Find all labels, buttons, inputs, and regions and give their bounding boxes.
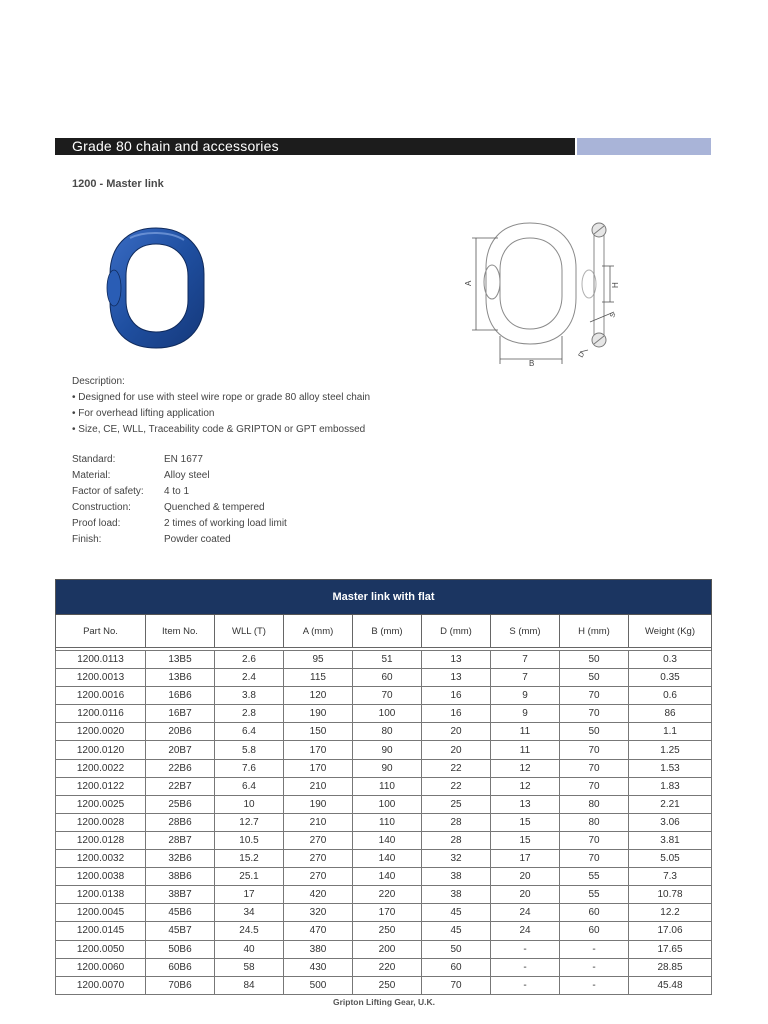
table-cell: 1200.0138	[56, 886, 146, 904]
spec-row-material	[72, 468, 287, 484]
table-cell: 1200.0016	[56, 687, 146, 705]
table-cell: 45B7	[146, 922, 215, 940]
table-cell: 28B6	[146, 813, 215, 831]
table-cell: 60	[560, 922, 629, 940]
table-cell: 20B6	[146, 723, 215, 741]
table-row	[56, 741, 712, 759]
table-cell: 10.78	[629, 886, 712, 904]
table-row	[56, 886, 712, 904]
table-row	[56, 868, 712, 886]
product-title: 1200 - Master link	[72, 178, 164, 190]
table-cell: 80	[560, 795, 629, 813]
table-row	[56, 922, 712, 940]
table-cell: 20	[422, 741, 491, 759]
table-row	[56, 705, 712, 723]
spec-label: Factor of safety:	[72, 486, 144, 497]
table-cell: 95	[284, 651, 353, 669]
table-body	[56, 651, 712, 995]
table-cell: 70B6	[146, 976, 215, 994]
table-cell: 9	[491, 687, 560, 705]
table-cell: 0.6	[629, 687, 712, 705]
table-cell: 32B6	[146, 850, 215, 868]
table-cell: 1200.0113	[56, 651, 146, 669]
master-link-photo	[100, 222, 212, 354]
spec-label: Finish:	[72, 534, 102, 545]
table-cell: 1.1	[629, 723, 712, 741]
table-cell: 70	[560, 741, 629, 759]
table-cell: 25.1	[215, 868, 284, 886]
table-cell: 28B7	[146, 831, 215, 849]
section-title: Grade 80 chain and accessories	[72, 138, 279, 154]
dim-a-label: A	[464, 280, 473, 286]
table-row	[56, 976, 712, 994]
table-cell: 1200.0022	[56, 759, 146, 777]
table-cell: 28	[422, 831, 491, 849]
column-header: A (mm)	[284, 615, 353, 648]
spec-label: Standard:	[72, 454, 116, 465]
table-cell: 210	[284, 813, 353, 831]
table-cell: 22	[422, 759, 491, 777]
description-heading: Description:	[72, 376, 125, 387]
table-row	[56, 759, 712, 777]
table-cell: 50	[560, 651, 629, 669]
table-cell: 3.81	[629, 831, 712, 849]
table-cell: 13	[422, 651, 491, 669]
spec-value: Quenched & tempered	[164, 502, 265, 513]
table-row	[56, 958, 712, 976]
table-cell: 420	[284, 886, 353, 904]
table-cell: 32	[422, 850, 491, 868]
spec-row-standard	[72, 452, 287, 468]
table-cell: -	[560, 940, 629, 958]
table-cell: 1200.0028	[56, 813, 146, 831]
table-cell: 1200.0050	[56, 940, 146, 958]
table-cell: 60	[353, 669, 422, 687]
table-cell: 16B7	[146, 705, 215, 723]
dim-h-label: H	[611, 282, 620, 288]
column-header: H (mm)	[560, 615, 629, 648]
table-cell: 17.06	[629, 922, 712, 940]
table-title: Master link with flat	[56, 580, 712, 615]
table-cell: 20	[491, 868, 560, 886]
table-cell: 16	[422, 687, 491, 705]
table-cell: 1.25	[629, 741, 712, 759]
table-cell: 9	[491, 705, 560, 723]
table-cell: 250	[353, 976, 422, 994]
table-cell: 0.3	[629, 651, 712, 669]
table-cell: 70	[353, 687, 422, 705]
table-cell: 140	[353, 868, 422, 886]
table-cell: 70	[560, 705, 629, 723]
dim-s-label: S	[609, 311, 618, 319]
table-cell: 210	[284, 777, 353, 795]
table-cell: 12	[491, 759, 560, 777]
table-cell: 13B5	[146, 651, 215, 669]
spec-label: Material:	[72, 470, 111, 481]
table-cell: 150	[284, 723, 353, 741]
table-row	[56, 669, 712, 687]
table-cell: 2.4	[215, 669, 284, 687]
table-cell: 2.6	[215, 651, 284, 669]
description-block	[72, 374, 370, 438]
table-header-row	[56, 615, 712, 648]
table-cell: 10.5	[215, 831, 284, 849]
table-cell: 270	[284, 850, 353, 868]
table-cell: 170	[284, 759, 353, 777]
table-cell: 20	[491, 886, 560, 904]
table-cell: 40	[215, 940, 284, 958]
table-cell: 50	[422, 940, 491, 958]
table-cell: 45	[422, 922, 491, 940]
spec-row-factor-of-safety	[72, 484, 287, 500]
table-cell: 38B6	[146, 868, 215, 886]
table-cell: 22B7	[146, 777, 215, 795]
spec-label: Proof load:	[72, 518, 121, 529]
description-bullet: • For overhead lifting application	[72, 408, 215, 419]
table-cell: 25B6	[146, 795, 215, 813]
table-cell: 16B6	[146, 687, 215, 705]
table-cell: 22B6	[146, 759, 215, 777]
table-cell: 3.06	[629, 813, 712, 831]
table-cell: 16	[422, 705, 491, 723]
table-cell: 1200.0122	[56, 777, 146, 795]
table-cell: 24	[491, 922, 560, 940]
table-cell: 1200.0128	[56, 831, 146, 849]
table-cell: 38B7	[146, 886, 215, 904]
dim-d-label: D	[577, 351, 587, 359]
table-row	[56, 813, 712, 831]
table-cell: 1200.0120	[56, 741, 146, 759]
table-cell: 17	[491, 850, 560, 868]
table-cell: 70	[560, 850, 629, 868]
table-cell: 220	[353, 958, 422, 976]
table-cell: 84	[215, 976, 284, 994]
table-cell: 90	[353, 759, 422, 777]
table-cell: 50B6	[146, 940, 215, 958]
table-cell: 17	[215, 886, 284, 904]
spec-label: Construction:	[72, 502, 131, 513]
spec-value: Powder coated	[164, 534, 231, 545]
table-row	[56, 940, 712, 958]
column-header: S (mm)	[491, 615, 560, 648]
table-cell: 13	[422, 669, 491, 687]
table-cell: -	[491, 976, 560, 994]
table-cell: 1.83	[629, 777, 712, 795]
dim-b-label: B	[529, 359, 535, 368]
table-cell: 190	[284, 705, 353, 723]
table-cell: -	[491, 940, 560, 958]
table-cell: 13	[491, 795, 560, 813]
footer-text: Gripton Lifting Gear, U.K.	[333, 997, 435, 1007]
table-cell: 100	[353, 705, 422, 723]
table-cell: 45	[422, 904, 491, 922]
table-cell: 12.7	[215, 813, 284, 831]
table-row	[56, 850, 712, 868]
table-cell: 1200.0032	[56, 850, 146, 868]
table-cell: 58	[215, 958, 284, 976]
master-link-table	[55, 579, 712, 995]
table-cell: 200	[353, 940, 422, 958]
table-cell: 170	[284, 741, 353, 759]
table-cell: 270	[284, 831, 353, 849]
table-cell: 11	[491, 741, 560, 759]
table-cell: 115	[284, 669, 353, 687]
table-cell: 34	[215, 904, 284, 922]
table-cell: 11	[491, 723, 560, 741]
table-cell: 55	[560, 868, 629, 886]
table-cell: 25	[422, 795, 491, 813]
table-cell: 12.2	[629, 904, 712, 922]
table-cell: 86	[629, 705, 712, 723]
spec-row-proof-load	[72, 516, 287, 532]
spec-value: 4 to 1	[164, 486, 190, 497]
table-cell: 140	[353, 850, 422, 868]
specifications-list	[72, 452, 287, 548]
table-cell: 7	[491, 651, 560, 669]
table-cell: 1200.0045	[56, 904, 146, 922]
table-cell: 140	[353, 831, 422, 849]
table-cell: 60B6	[146, 958, 215, 976]
table-cell: 380	[284, 940, 353, 958]
column-header: D (mm)	[422, 615, 491, 648]
spec-row-finish	[72, 532, 287, 548]
column-header: B (mm)	[353, 615, 422, 648]
table-cell: 45B6	[146, 904, 215, 922]
table-cell: 170	[353, 904, 422, 922]
spec-value: EN 1677	[164, 454, 203, 465]
table-cell: 80	[560, 813, 629, 831]
table-cell: 1200.0145	[56, 922, 146, 940]
master-link-drawing	[458, 218, 618, 368]
table-cell: 250	[353, 922, 422, 940]
table-cell: 38	[422, 886, 491, 904]
table-cell: 110	[353, 777, 422, 795]
table-cell: 1200.0025	[56, 795, 146, 813]
description-bullet: • Size, CE, WLL, Traceability code & GRIPTON or GPT embossed	[72, 424, 366, 435]
master-link-table-container	[55, 579, 711, 995]
spec-value: Alloy steel	[164, 470, 210, 481]
table-row	[56, 831, 712, 849]
table-cell: 17.65	[629, 940, 712, 958]
table-cell: 1200.0020	[56, 723, 146, 741]
table-cell: 470	[284, 922, 353, 940]
table-cell: 320	[284, 904, 353, 922]
table-cell: 70	[560, 831, 629, 849]
table-cell: 38	[422, 868, 491, 886]
table-cell: 100	[353, 795, 422, 813]
description-bullet: • Designed for use with steel wire rope or grade 80 alloy steel chain	[72, 392, 371, 403]
table-cell: 6.4	[215, 777, 284, 795]
table-cell: 60	[560, 904, 629, 922]
table-cell: 45.48	[629, 976, 712, 994]
table-cell: -	[491, 958, 560, 976]
column-header: Item No.	[146, 615, 215, 648]
table-cell: 2.8	[215, 705, 284, 723]
table-cell: 15	[491, 813, 560, 831]
column-header: Part No.	[56, 615, 146, 648]
table-cell: 1200.0070	[56, 976, 146, 994]
column-header: Weight (Kg)	[629, 615, 712, 648]
table-cell: 70	[560, 759, 629, 777]
table-cell: 7.6	[215, 759, 284, 777]
table-cell: 50	[560, 669, 629, 687]
table-cell: 70	[422, 976, 491, 994]
table-row	[56, 777, 712, 795]
table-cell: 20B7	[146, 741, 215, 759]
title-accent-block	[577, 138, 711, 155]
table-cell: 430	[284, 958, 353, 976]
table-cell: 3.8	[215, 687, 284, 705]
table-cell: 60	[422, 958, 491, 976]
section-title-bar	[55, 138, 575, 155]
table-cell: 15	[491, 831, 560, 849]
table-cell: 10	[215, 795, 284, 813]
table-cell: 7.3	[629, 868, 712, 886]
table-cell: 120	[284, 687, 353, 705]
table-cell: 7	[491, 669, 560, 687]
table-cell: 0.35	[629, 669, 712, 687]
table-cell: 1200.0038	[56, 868, 146, 886]
table-cell: 1200.0013	[56, 669, 146, 687]
table-cell: 20	[422, 723, 491, 741]
table-cell: 270	[284, 868, 353, 886]
table-cell: 80	[353, 723, 422, 741]
table-cell: 24	[491, 904, 560, 922]
table-cell: 5.8	[215, 741, 284, 759]
table-cell: -	[560, 976, 629, 994]
table-cell: 190	[284, 795, 353, 813]
table-cell: 24.5	[215, 922, 284, 940]
table-cell: 28	[422, 813, 491, 831]
table-cell: 51	[353, 651, 422, 669]
table-cell: 70	[560, 687, 629, 705]
table-cell: 5.05	[629, 850, 712, 868]
table-cell: 50	[560, 723, 629, 741]
table-cell: 12	[491, 777, 560, 795]
table-cell: 13B6	[146, 669, 215, 687]
table-cell: 1200.0060	[56, 958, 146, 976]
table-cell: 70	[560, 777, 629, 795]
table-row	[56, 723, 712, 741]
spec-row-construction	[72, 500, 287, 516]
table-cell: 28.85	[629, 958, 712, 976]
table-cell: -	[560, 958, 629, 976]
column-header: WLL (T)	[215, 615, 284, 648]
table-cell: 500	[284, 976, 353, 994]
table-cell: 2.21	[629, 795, 712, 813]
table-row	[56, 651, 712, 669]
table-cell: 110	[353, 813, 422, 831]
table-row	[56, 687, 712, 705]
table-cell: 90	[353, 741, 422, 759]
table-row	[56, 795, 712, 813]
table-cell: 6.4	[215, 723, 284, 741]
table-cell: 55	[560, 886, 629, 904]
table-cell: 220	[353, 886, 422, 904]
spec-value: 2 times of working load limit	[164, 518, 287, 529]
table-cell: 1.53	[629, 759, 712, 777]
table-row	[56, 904, 712, 922]
table-cell: 22	[422, 777, 491, 795]
table-cell: 15.2	[215, 850, 284, 868]
table-cell: 1200.0116	[56, 705, 146, 723]
